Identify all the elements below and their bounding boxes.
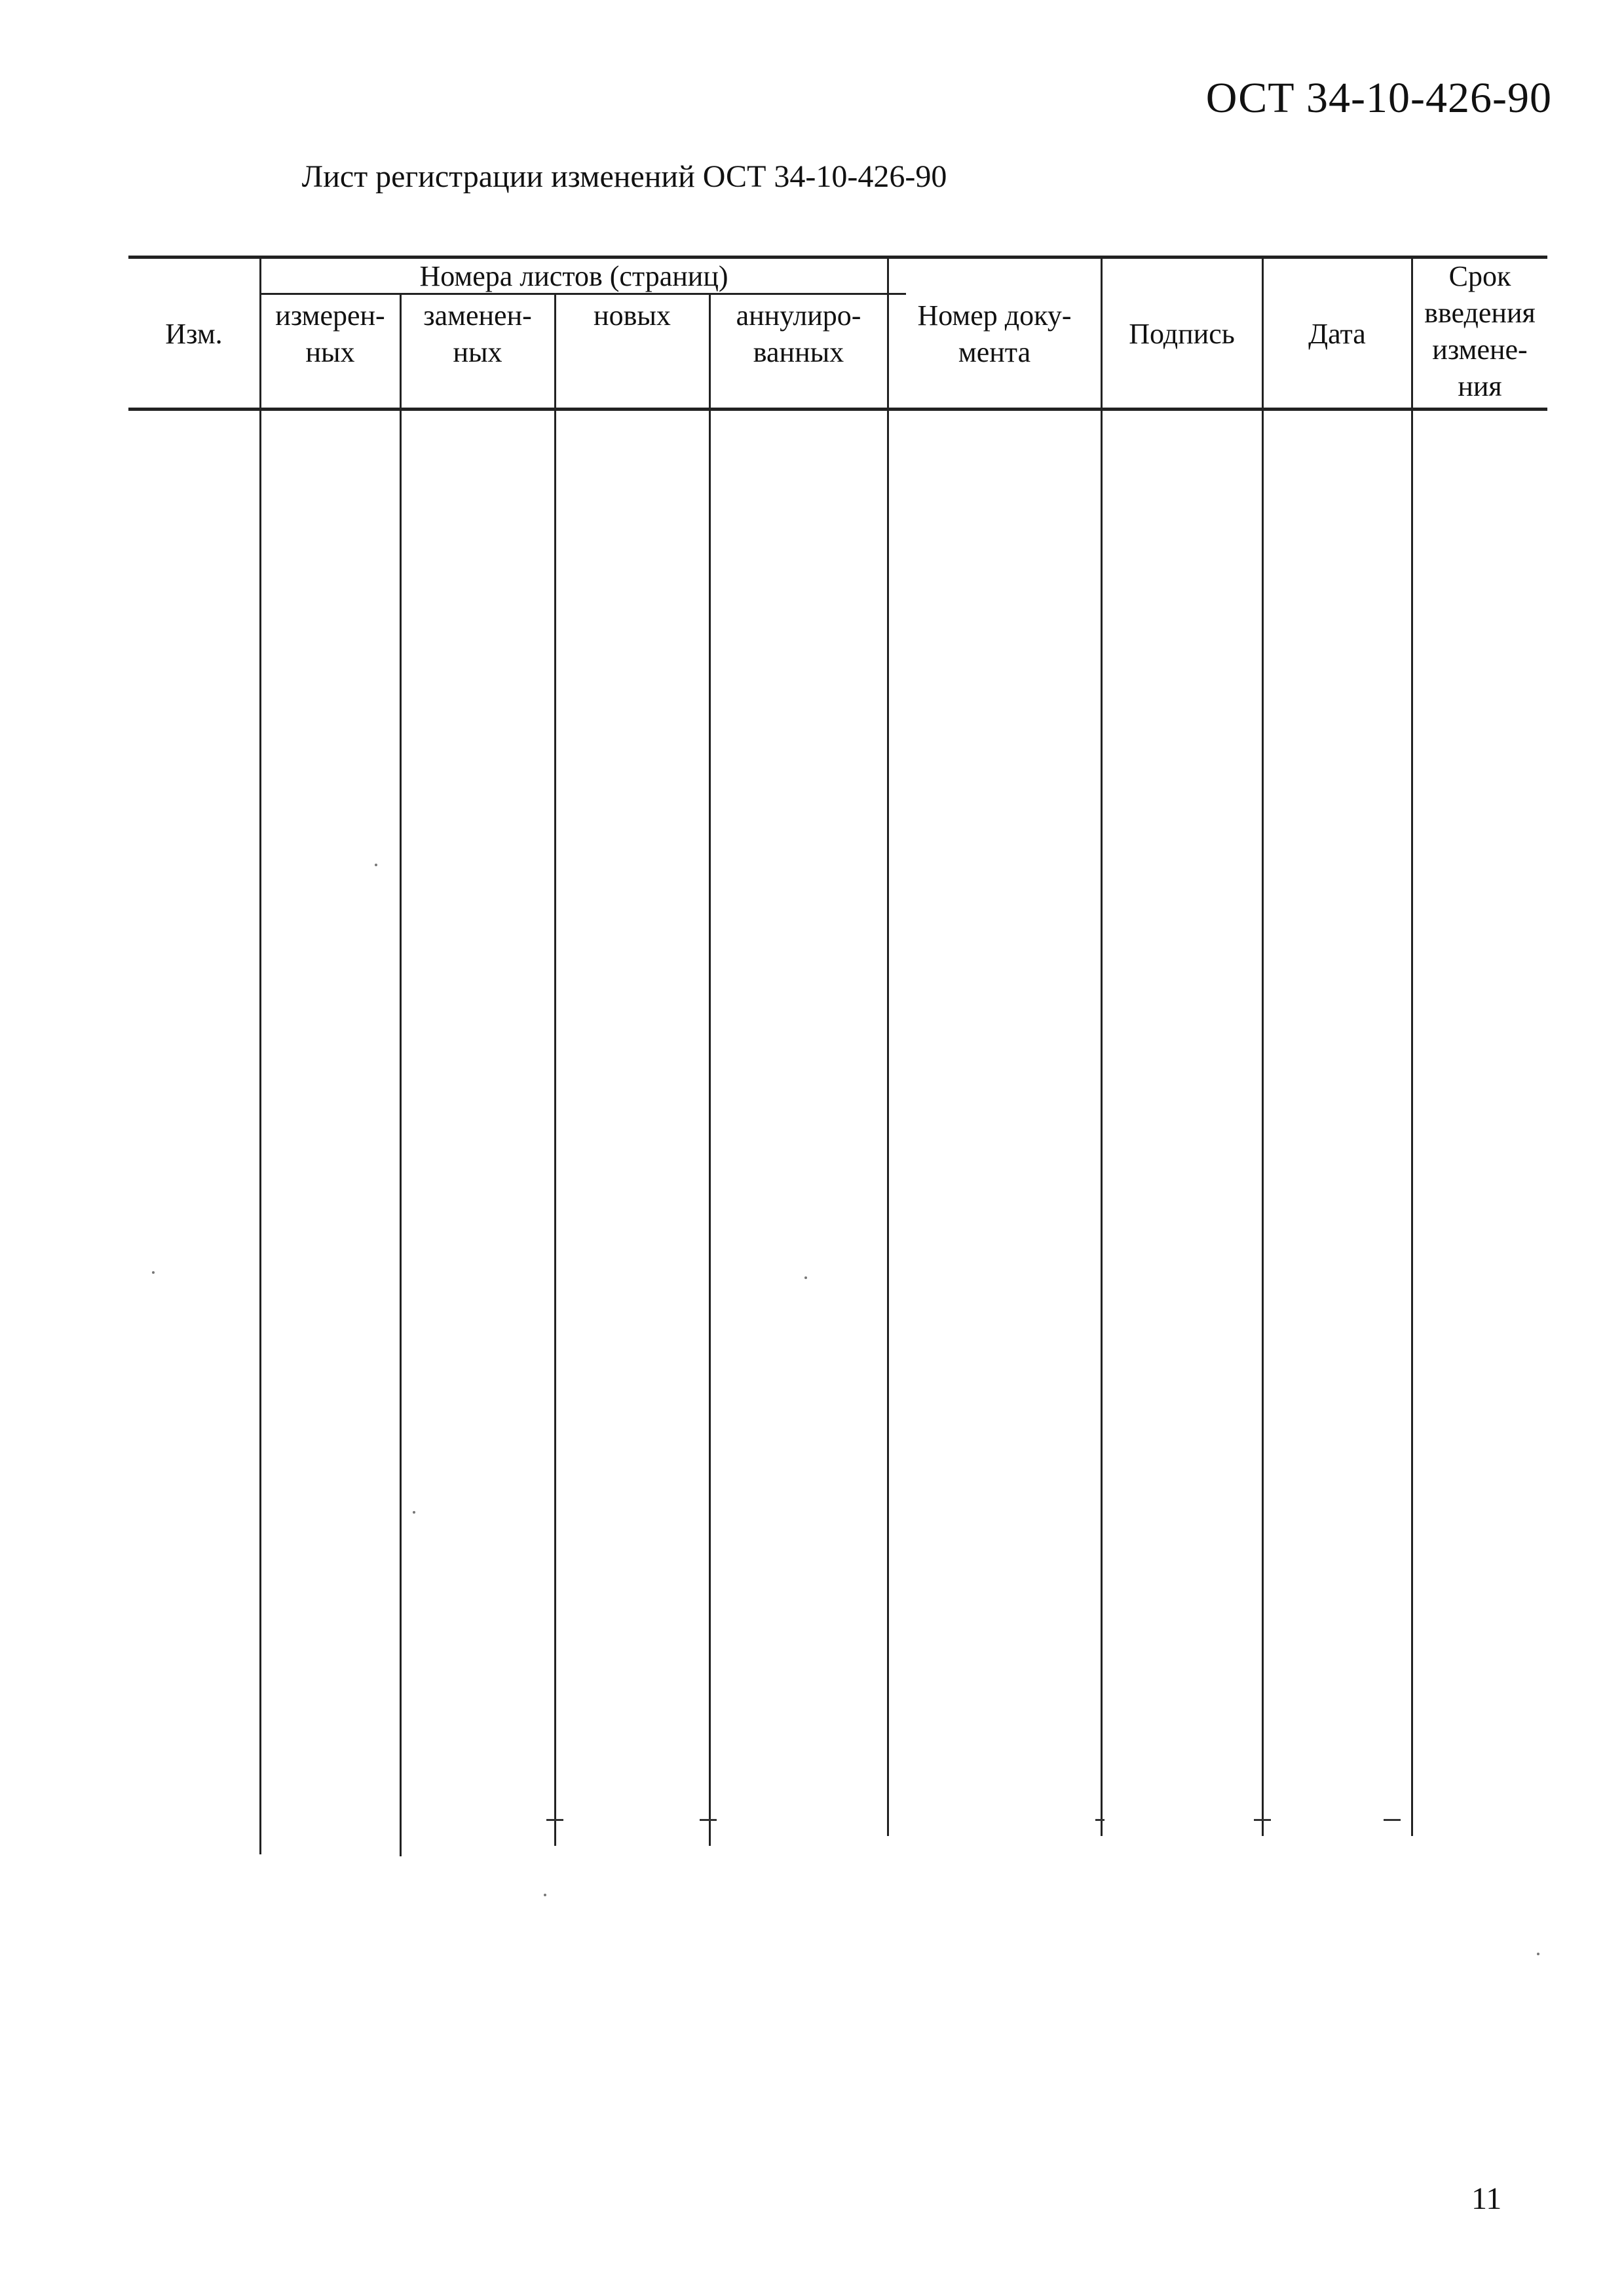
header-cancelled-line-1: аннулиро- [736,299,861,332]
column-divider-7 [1262,256,1264,1836]
document-code: ОСТ 34-10-426-90 [1205,74,1552,122]
header-changed-sheets [261,297,400,371]
header-deadline-line-3: измене- [1432,334,1528,366]
scan-speck [152,1271,155,1274]
row-end-tick [700,1819,717,1821]
page-number: 11 [1471,2181,1502,2216]
header-changed-line-2: ных [305,336,355,368]
header-change-number: Изм. [165,318,223,350]
header-cancelled-sheets [710,297,887,371]
header-deadline-line-1: Срок [1448,260,1511,292]
row-end-tick [1095,1819,1105,1821]
header-document-number [888,297,1101,371]
header-doc-number-line-2: мента [958,336,1031,368]
scan-speck [544,1894,546,1896]
header-deadline-line-4: ния [1458,370,1502,402]
column-divider-2 [400,293,402,1856]
header-date: Дата [1308,318,1366,350]
column-divider-3 [554,293,556,1846]
header-deadline-line-2: введения [1424,297,1536,329]
sheet-title: Лист регистрации изменений ОСТ 34-10-426-90 [301,159,947,194]
table-header-bottom-rule [128,408,1547,411]
header-signature: Подпись [1129,318,1235,350]
column-divider-4 [709,293,711,1846]
scan-speck [1537,1953,1539,1955]
column-divider-5 [887,256,889,1836]
header-new-sheets: новых [594,299,671,332]
header-changed-line-1: измерен- [275,299,385,332]
scan-speck [375,864,377,866]
column-divider-8 [1411,256,1413,1836]
column-divider-6 [1101,256,1103,1836]
header-doc-number-line-1: Номер доку- [917,299,1072,332]
column-divider-1 [259,256,261,1854]
header-replaced-sheets [401,297,554,371]
header-sheet-numbers-group: Номера листов (страниц) [419,260,728,292]
row-end-tick [546,1819,563,1821]
header-replaced-line-2: ных [453,336,502,368]
row-end-tick [1384,1819,1401,1821]
header-cancelled-line-2: ванных [753,336,844,368]
scan-speck [804,1276,807,1279]
scan-speck [413,1511,415,1514]
header-replaced-line-1: заменен- [423,299,532,332]
header-implementation-deadline [1412,258,1547,405]
row-end-tick [1254,1819,1271,1821]
